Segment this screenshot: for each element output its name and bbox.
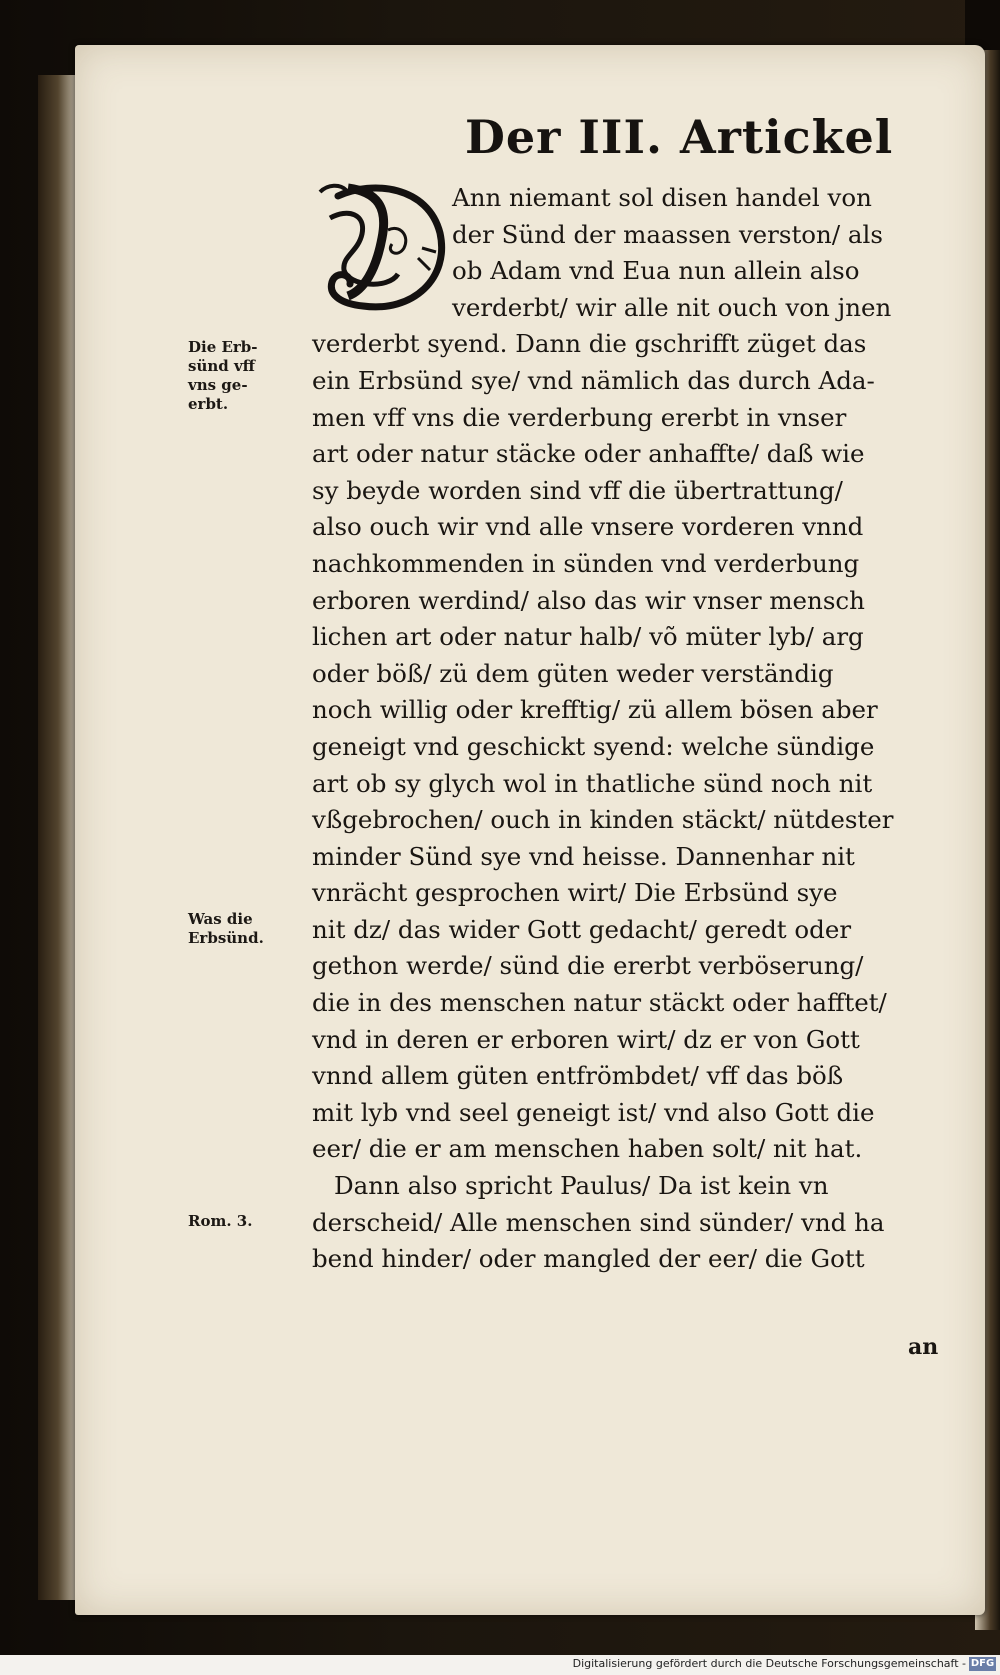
text-line: art ob sy glych wol in thatliche sünd noch nit <box>312 768 873 798</box>
margin-note-was-die-erbsuend: Was die Erbsünd. <box>188 910 264 947</box>
text-line: eer/ die er am menschen haben solt/ nit hat. <box>312 1134 863 1164</box>
text-line: vnrächt gesprochen wirt/ Die Erbsünd sye <box>312 878 838 908</box>
margin-note-erbsuend: Die Erb- sünd vff vns ge- erbt. <box>188 338 258 413</box>
footer-credit: Digitalisierung gefördert durch die Deutsche Forschungsgemeinschaft - <box>572 1657 966 1670</box>
text-line: mit lyb vnd seel geneigt ist/ vnd also Gott die <box>312 1097 875 1127</box>
text-line: die in des menschen natur stäckt oder hafftet/ <box>312 988 887 1018</box>
text-line: ob Adam vnd Eua nun allein also <box>452 256 860 286</box>
text-line: noch willig oder krefftig/ zü allem bösen aber <box>312 695 878 725</box>
text-line: Ann niemant sol disen handel von <box>452 183 872 212</box>
text-line: gethon werde/ sünd die ererbt verböserung/ <box>312 951 864 981</box>
main-text-block <box>312 180 962 1278</box>
dfg-logo: DFG <box>970 1658 995 1669</box>
text-line: oder böß/ zü dem güten weder verständig <box>312 658 834 688</box>
scan-corner <box>965 0 1000 50</box>
chapter-heading: Der III. Artickel <box>465 110 894 164</box>
text-line: nit dz/ das wider Gott gedacht/ geredt oder <box>312 914 852 944</box>
text-line: Dann also spricht Paulus/ Da ist kein vn <box>334 1171 829 1201</box>
text-line: ein Erbsünd sye/ vnd nämlich das durch Ada- <box>312 365 875 395</box>
text-line: geneigt vnd geschickt syend: welche sündige <box>312 731 875 761</box>
catchword: an <box>908 1334 939 1360</box>
text-line: art oder natur stäcke oder anhaffte/ daß wie <box>312 439 865 469</box>
text-line: sy beyde worden sind vff die übertrattung/ <box>312 475 843 505</box>
margin-note-rom: Rom. 3. <box>188 1212 253 1230</box>
text-line: verderbt syend. Dann die gschrifft züget das <box>312 329 867 359</box>
text-line: verderbt/ wir alle nit ouch von jnen <box>452 292 892 322</box>
text-line: vnnd allem güten entfrömbdet/ vff das böß <box>312 1061 844 1091</box>
text-line: men vff vns die verderbung ererbt in vnser <box>312 402 847 432</box>
text-line: nachkommenden in sünden vnd verderbung <box>312 548 860 578</box>
text-line: lichen art oder natur halb/ võ müter lyb/ arg <box>312 622 864 652</box>
text-line: der Sünd der maassen verston/ als <box>452 219 883 249</box>
text-line: bend hinder/ oder mangled der eer/ die Gott <box>312 1244 865 1274</box>
text-line: derscheid/ Alle menschen sind sünder/ vnd ha <box>312 1207 885 1237</box>
text-line: erboren werdind/ also das wir vnser mensch <box>312 585 865 615</box>
text-line: vnd in deren er erboren wirt/ dz er von Gott <box>312 1024 860 1054</box>
page-edge-left <box>38 75 78 1600</box>
text-line: minder Sünd sye vnd heisse. Dannenhar nit <box>312 841 855 871</box>
text-line: vßgebrochen/ ouch in kinden stäckt/ nütdester <box>312 805 894 835</box>
text-line: also ouch wir vnd alle vnsere vorderen vnnd <box>312 512 864 542</box>
